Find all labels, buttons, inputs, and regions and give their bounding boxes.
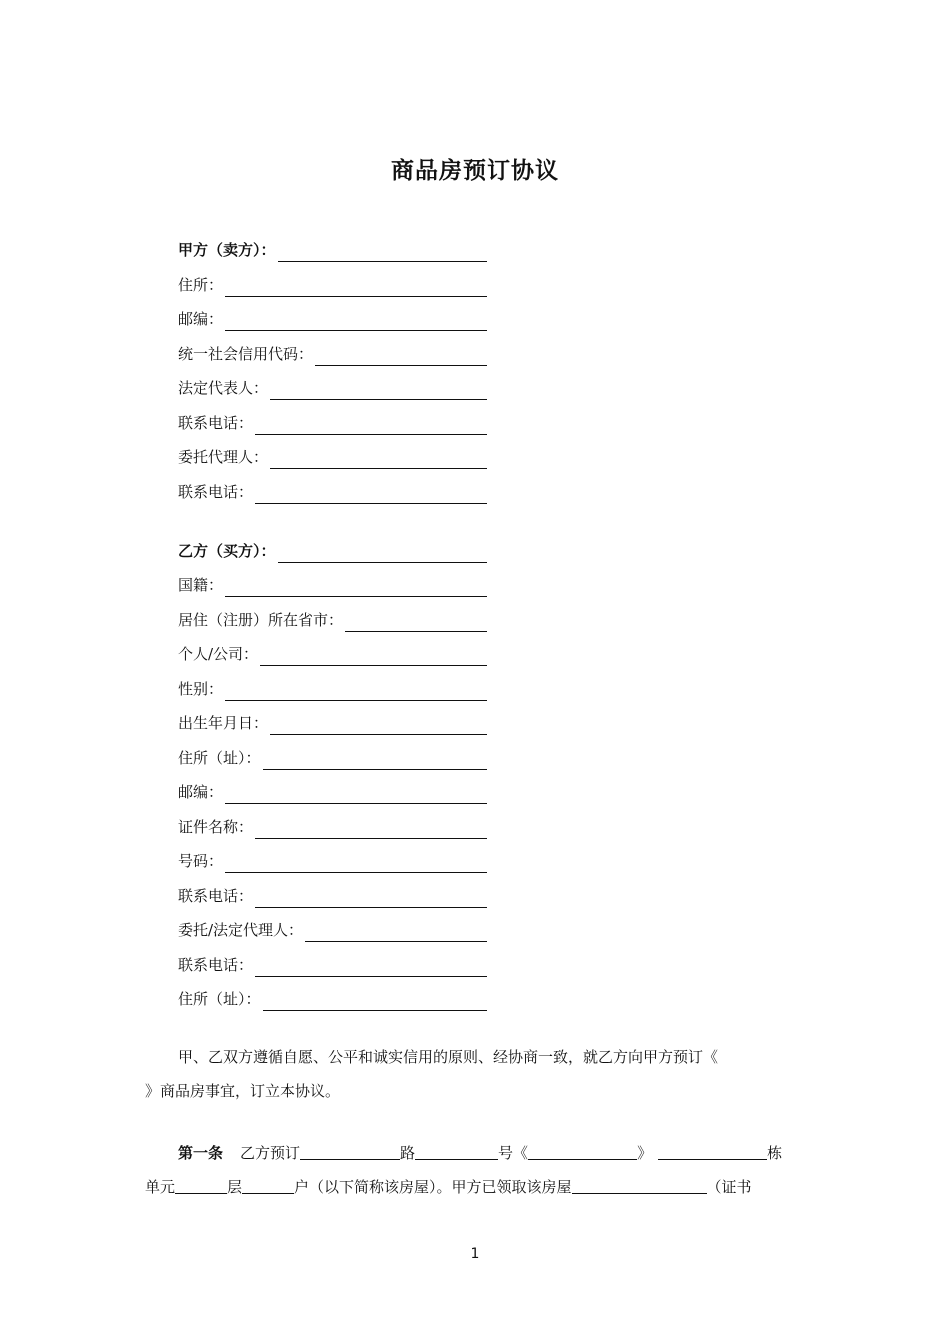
- field-label: 住所（址）：: [178, 749, 261, 767]
- blank-line[interactable]: [260, 647, 487, 666]
- blank-line[interactable]: [278, 544, 487, 563]
- field-label: 性别：: [178, 680, 224, 698]
- building-blank[interactable]: [658, 1141, 767, 1160]
- party-b-agent-phone-field: [178, 953, 487, 977]
- field-label: 邮编：: [178, 310, 224, 328]
- party-a-heading: 甲方（卖方）：: [178, 241, 276, 259]
- document-title: 商品房预订协议: [391, 157, 559, 184]
- floor-blank[interactable]: [242, 1175, 294, 1194]
- blank-line[interactable]: [270, 450, 487, 469]
- preamble-paragraph: [145, 1040, 807, 1108]
- blank-line[interactable]: [225, 682, 487, 701]
- party-a-zipcode-field: [178, 307, 487, 331]
- article-text: 户（以下简称该房屋）。甲方已领取该房屋: [294, 1178, 572, 1196]
- party-b-phone-field: [178, 884, 487, 908]
- field-label: 联系电话：: [178, 483, 254, 501]
- blank-line[interactable]: [255, 416, 487, 435]
- party-b-address-field: [178, 746, 487, 770]
- article-1-label: 第一条: [178, 1144, 224, 1162]
- blank-line[interactable]: [255, 485, 487, 504]
- field-label: 号码：: [178, 852, 224, 870]
- party-b-province-field: [178, 608, 487, 632]
- party-a-legal-rep-field: [178, 376, 487, 400]
- article-text: 路: [400, 1144, 416, 1162]
- preamble-line-1: 甲、乙双方遵循自愿、公平和诚实信用的原则、经协商一致，就乙方向甲方预订《: [178, 1048, 719, 1066]
- party-b-heading: 乙方（买方）：: [178, 542, 276, 560]
- article-1-line-2: [145, 1170, 807, 1204]
- field-label: 居住（注册）所在省市：: [178, 611, 344, 629]
- blank-line[interactable]: [278, 243, 487, 262]
- certificate-blank[interactable]: [572, 1175, 707, 1194]
- article-text: 乙方预订: [240, 1144, 301, 1162]
- article-text: 单元: [145, 1178, 176, 1196]
- field-label: 委托/法定代理人：: [178, 921, 304, 939]
- party-a-heading-field: [178, 238, 487, 262]
- blank-line[interactable]: [255, 889, 487, 908]
- party-b-heading-field: [178, 539, 487, 563]
- blank-line[interactable]: [263, 751, 487, 770]
- party-a-agent-phone-field: [178, 480, 487, 504]
- road-blank[interactable]: [300, 1141, 400, 1160]
- party-a-credit-code-field: [178, 342, 487, 366]
- field-label: 联系电话：: [178, 887, 254, 905]
- field-label: 联系电话：: [178, 956, 254, 974]
- field-label: 住所：: [178, 276, 224, 294]
- party-b-gender-field: [178, 677, 487, 701]
- number-blank[interactable]: [415, 1141, 498, 1160]
- blank-line[interactable]: [270, 716, 487, 735]
- party-b-nationality-field: [178, 573, 487, 597]
- blank-line[interactable]: [315, 347, 487, 366]
- preamble-line-2: 》商品房事宜，订立本协议。: [145, 1082, 341, 1100]
- unit-blank[interactable]: [175, 1175, 227, 1194]
- blank-line[interactable]: [255, 820, 487, 839]
- field-label: 住所（址）：: [178, 990, 261, 1008]
- party-a-address-field: [178, 273, 487, 297]
- blank-line[interactable]: [225, 578, 487, 597]
- blank-line[interactable]: [255, 958, 487, 977]
- field-label: 出生年月日：: [178, 714, 269, 732]
- party-b-id-type-field: [178, 815, 487, 839]
- field-label: 委托代理人：: [178, 448, 269, 466]
- article-1-paragraph: [145, 1136, 807, 1204]
- article-1-line-1: [145, 1136, 807, 1170]
- blank-line[interactable]: [225, 278, 487, 297]
- blank-line[interactable]: [345, 613, 487, 632]
- field-label: 个人/公司：: [178, 645, 259, 663]
- blank-line[interactable]: [225, 312, 487, 331]
- blank-line[interactable]: [225, 854, 487, 873]
- party-b-zipcode-field: [178, 780, 487, 804]
- party-a-agent-field: [178, 445, 487, 469]
- project-name-blank[interactable]: [528, 1141, 637, 1160]
- article-text: （证书: [706, 1178, 752, 1196]
- party-b-type-field: [178, 642, 487, 666]
- field-label: 法定代表人：: [178, 379, 269, 397]
- field-label: 统一社会信用代码：: [178, 345, 314, 363]
- party-b-agent-field: [178, 918, 487, 942]
- article-text: 栋: [767, 1144, 783, 1162]
- field-label: 联系电话：: [178, 414, 254, 432]
- page-number: 1: [470, 1246, 480, 1262]
- blank-line[interactable]: [305, 923, 487, 942]
- party-b-agent-address-field: [178, 987, 487, 1011]
- blank-line[interactable]: [270, 381, 487, 400]
- article-text: 》: [637, 1144, 653, 1162]
- blank-line[interactable]: [225, 785, 487, 804]
- party-b-birthdate-field: [178, 711, 487, 735]
- party-b-id-number-field: [178, 849, 487, 873]
- blank-line[interactable]: [263, 992, 487, 1011]
- article-text: 号《: [498, 1144, 529, 1162]
- party-a-phone-field: [178, 411, 487, 435]
- field-label: 邮编：: [178, 783, 224, 801]
- field-label: 证件名称：: [178, 818, 254, 836]
- field-label: 国籍：: [178, 576, 224, 594]
- article-text: 层: [227, 1178, 243, 1196]
